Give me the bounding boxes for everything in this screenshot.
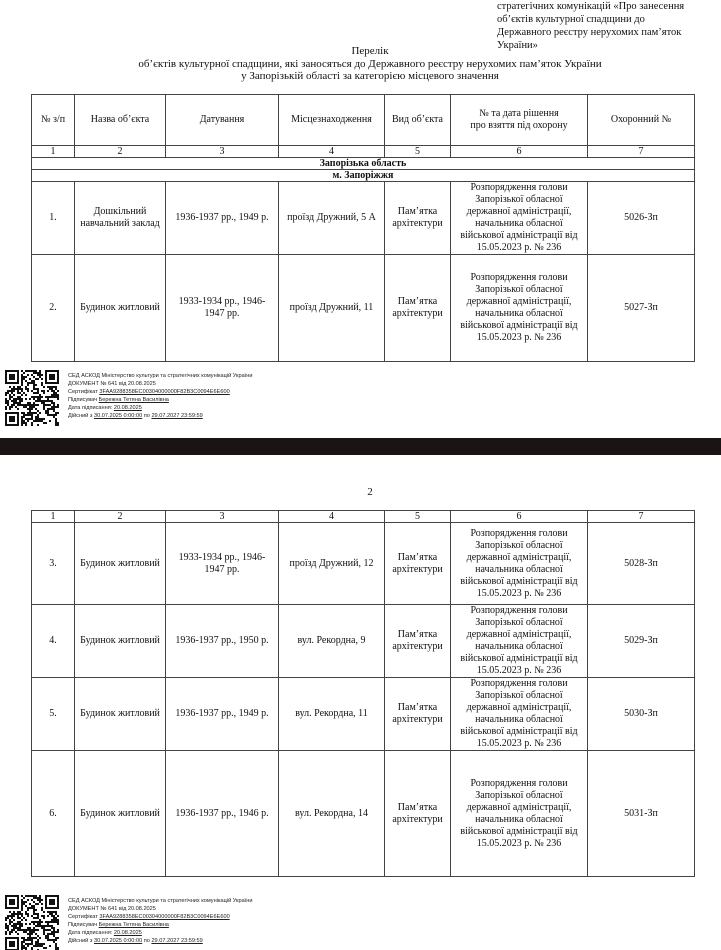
column-number: 4 — [279, 511, 385, 523]
column-number: 3 — [166, 511, 279, 523]
table-row — [32, 182, 695, 255]
object-type-line: архітектури — [392, 641, 443, 652]
protection-decision-line: Запорізької обласної — [475, 284, 563, 295]
region-row — [32, 158, 695, 170]
protection-decision-line: Розпорядження голови — [470, 777, 568, 789]
protection-decision-line: державної адміністрації, — [466, 551, 572, 563]
object-location-line: проїзд Дружний, 11 — [289, 302, 374, 313]
object-location — [279, 678, 385, 751]
protection-decision-line: начальника обласної — [475, 641, 563, 652]
column-number: 7 — [588, 511, 695, 523]
protection-decision-line: Запорізької обласної — [475, 539, 563, 551]
protection-number-line: 5029-Зп — [624, 635, 658, 646]
heading-line: стратегічних комунікацій «Про занесення — [497, 1, 685, 12]
table-row — [32, 255, 695, 362]
row-number-line: 3. — [49, 557, 57, 569]
object-dating-line: 1936-1937 рр., 1949 р. — [175, 212, 269, 223]
object-location-line: проїзд Дружний, 12 — [289, 557, 374, 569]
object-dating — [166, 182, 279, 255]
protection-decision-line: державної адміністрації, — [466, 702, 572, 713]
header-protection: Охоронний № — [588, 95, 695, 146]
protection-decision-line: військової адміністрації від — [460, 653, 578, 664]
column-number: 5 — [385, 146, 451, 158]
protection-decision-line: державної адміністрації, — [466, 296, 572, 307]
protection-number-line: 5027-Зп — [624, 302, 658, 313]
signature-date: Дата підписання: 20.08.2025 — [68, 930, 142, 936]
object-type-line: Пам’ятка — [397, 702, 438, 713]
object-location-line: проїзд Дружний, 5 А — [287, 212, 376, 223]
qr-code-icon — [5, 370, 59, 426]
object-name — [75, 605, 166, 678]
object-name-line: Будинок житловий — [80, 635, 160, 646]
signature-system: СЕД АСКОД Міністерство культури та стратегічних комунікацій України — [68, 373, 253, 379]
object-name — [75, 523, 166, 605]
protection-decision-line: військової адміністрації від — [460, 726, 578, 737]
object-name-line: навчальний заклад — [80, 218, 160, 229]
object-name-line: Будинок житловий — [80, 302, 160, 313]
object-type-line: архітектури — [392, 714, 443, 725]
protection-decision-line: державної адміністрації, — [466, 206, 572, 217]
row-number-line: 1. — [49, 212, 57, 223]
object-name-line: Будинок житловий — [80, 708, 160, 719]
column-number-row — [32, 511, 695, 523]
header-decision-line: про взяття під охорону — [470, 120, 568, 131]
protection-decision-line: 15.05.2023 р. № 236 — [476, 665, 562, 676]
protection-number — [588, 678, 695, 751]
column-number: 7 — [588, 146, 695, 158]
e-signature-stamp — [0, 895, 300, 950]
protection-decision-line: 15.05.2023 р. № 236 — [476, 332, 562, 343]
object-dating-line: 1936-1937 рр., 1946 р. — [175, 807, 269, 819]
header-location: Місцезнаходження — [279, 95, 385, 146]
object-location — [279, 523, 385, 605]
header-no: № з/п — [32, 95, 75, 146]
list-title — [60, 45, 680, 83]
object-type-line: Пам’ятка — [397, 551, 438, 563]
protection-decision-line: 15.05.2023 р. № 236 — [476, 587, 562, 599]
header-name: Назва об’єкта — [75, 95, 166, 146]
object-dating-line: 1947 рр. — [204, 308, 240, 319]
protection-number-line: 5028-Зп — [624, 557, 658, 569]
region-label: Запорізька область — [32, 158, 695, 170]
signature-info — [68, 897, 252, 945]
object-type-line: архітектури — [392, 563, 443, 575]
row-number-line: 4. — [49, 635, 57, 646]
protection-number — [588, 751, 695, 877]
table-header-row — [32, 95, 695, 146]
signature-cert: Сертифікат 3FAA9288358EC00304000000F82B3C0094E6E600 — [68, 914, 230, 920]
table-row — [32, 523, 695, 605]
protection-decision — [451, 605, 588, 678]
protection-decision-line: Запорізької обласної — [475, 194, 563, 205]
row-number — [32, 255, 75, 362]
column-number: 5 — [385, 511, 451, 523]
signature-validity: Дійсний з 30.07.2025 0:00:00 по 29.07.2027 23:59:59 — [68, 413, 203, 419]
protection-decision-line: Розпорядження голови — [470, 182, 568, 193]
column-number: 6 — [451, 146, 588, 158]
document-page-1 — [0, 0, 721, 438]
object-name — [75, 182, 166, 255]
signature-validity: Дійсний з 30.07.2025 0:00:00 по 29.07.2027 23:59:59 — [68, 938, 203, 944]
protection-decision — [451, 678, 588, 751]
object-type-line: Пам’ятка — [397, 801, 438, 813]
object-dating — [166, 523, 279, 605]
object-name — [75, 255, 166, 362]
protection-decision — [451, 751, 588, 877]
header-type: Вид об’єкта — [385, 95, 451, 146]
object-type — [385, 605, 451, 678]
object-dating — [166, 255, 279, 362]
table-row — [32, 751, 695, 877]
city-label: м. Запоріжжя — [32, 170, 695, 182]
protection-decision-line: начальника обласної — [475, 308, 563, 319]
object-type — [385, 751, 451, 877]
column-number: 1 — [32, 146, 75, 158]
table-row — [32, 678, 695, 751]
object-name-line: Будинок житловий — [80, 807, 160, 819]
protection-decision — [451, 255, 588, 362]
object-dating-line: 1936-1937 рр., 1949 р. — [175, 708, 269, 719]
title-line: об’єктів культурної спадщини, які заносяться до Державного реєстру нерухомих пам’яток України — [138, 57, 602, 70]
object-location-line: вул. Рекордна, 14 — [295, 807, 368, 819]
row-number — [32, 523, 75, 605]
protection-number — [588, 605, 695, 678]
protection-decision-line: Запорізької обласної — [475, 789, 563, 801]
protection-number-line: 5030-Зп — [624, 708, 658, 719]
protection-number-line: 5031-Зп — [624, 807, 658, 819]
object-dating-line: 1933-1934 рр., 1946- — [178, 296, 266, 307]
protection-decision-line: Запорізької обласної — [475, 690, 563, 701]
object-name-line: Дошкільний — [93, 206, 147, 217]
column-number-row — [32, 146, 695, 158]
heritage-table-page-1 — [31, 94, 695, 362]
protection-decision — [451, 523, 588, 605]
row-number — [32, 605, 75, 678]
protection-decision-line: начальника обласної — [475, 218, 563, 229]
object-location — [279, 255, 385, 362]
object-type-line: Пам’ятка — [397, 206, 438, 217]
title-line: Перелік — [351, 45, 389, 57]
signature-signer: Підписувач Бережна Тетяна Василівна — [68, 397, 169, 403]
page-number: 2 — [367, 486, 373, 498]
protection-number — [588, 182, 695, 255]
protection-decision-line: державної адміністрації, — [466, 801, 572, 813]
signature-signer: Підписувач Бережна Тетяна Василівна — [68, 922, 169, 928]
header-dating: Датування — [166, 95, 279, 146]
protection-number-line: 5026-Зп — [624, 212, 658, 223]
object-type — [385, 523, 451, 605]
signature-date: Дата підписання: 20.08.2025 — [68, 405, 142, 411]
object-location — [279, 751, 385, 877]
object-dating — [166, 751, 279, 877]
signature-document: ДОКУМЕНТ № 641 від 20.08.2025 — [68, 906, 156, 912]
object-dating-line: 1936-1937 рр., 1950 р. — [175, 635, 269, 646]
row-number-line: 5. — [49, 708, 57, 719]
e-signature-stamp — [0, 370, 300, 432]
protection-decision-line: Розпорядження голови — [470, 272, 568, 283]
object-type — [385, 255, 451, 362]
heading-line: України» — [497, 40, 538, 51]
protection-decision-line: начальника обласної — [475, 563, 563, 575]
column-number: 6 — [451, 511, 588, 523]
protection-decision-line: 15.05.2023 р. № 236 — [476, 837, 562, 849]
protection-decision-line: військової адміністрації від — [460, 825, 578, 837]
object-type-line: Пам’ятка — [397, 296, 438, 307]
title-line: у Запорізькій області за категорією місцевого значення — [241, 70, 499, 82]
document-page-2 — [0, 455, 721, 950]
object-dating — [166, 678, 279, 751]
object-type-line: Пам’ятка — [397, 629, 438, 640]
protection-decision-line: військової адміністрації від — [460, 230, 578, 241]
header-decision-line: № та дата рішення — [479, 108, 559, 119]
protection-decision-line: 15.05.2023 р. № 236 — [476, 242, 562, 253]
signature-info — [68, 372, 252, 420]
heading-line: об’єктів культурної спадщини до — [497, 14, 645, 25]
table-row — [32, 605, 695, 678]
protection-number — [588, 523, 695, 605]
column-number: 2 — [75, 146, 166, 158]
object-name — [75, 751, 166, 877]
signature-cert: Сертифікат 3FAA9288358EC00304000000F82B3C0094E6E600 — [68, 389, 230, 395]
object-location-line: вул. Рекордна, 9 — [297, 635, 366, 646]
object-type-line: архітектури — [392, 308, 443, 319]
row-number-line: 2. — [49, 302, 57, 313]
protection-decision-line: Розпорядження голови — [470, 527, 568, 539]
protection-decision-line: військової адміністрації від — [460, 575, 578, 587]
row-number-line: 6. — [49, 807, 57, 819]
protection-decision-line: начальника обласної — [475, 813, 563, 825]
object-dating-line: 1933-1934 рр., 1946- — [178, 551, 266, 563]
object-type — [385, 182, 451, 255]
object-location — [279, 605, 385, 678]
signature-system: СЕД АСКОД Міністерство культури та стратегічних комунікацій України — [68, 898, 253, 904]
column-number: 3 — [166, 146, 279, 158]
heading-line: Державного реєстру нерухомих пам’яток — [497, 27, 682, 38]
row-number — [32, 678, 75, 751]
protection-decision — [451, 182, 588, 255]
protection-decision-line: Запорізької обласної — [475, 617, 563, 628]
protection-decision-line: державної адміністрації, — [466, 629, 572, 640]
signature-document: ДОКУМЕНТ № 641 від 20.08.2025 — [68, 381, 156, 387]
heritage-table-page-2 — [31, 510, 695, 877]
object-location — [279, 182, 385, 255]
protection-decision-line: начальника обласної — [475, 714, 563, 725]
protection-decision-line: Розпорядження голови — [470, 678, 568, 689]
object-dating — [166, 605, 279, 678]
protection-decision-line: 15.05.2023 р. № 236 — [476, 738, 562, 749]
object-dating-line: 1947 рр. — [204, 563, 240, 575]
object-location-line: вул. Рекордна, 11 — [295, 708, 368, 719]
object-name-line: Будинок житловий — [80, 557, 160, 569]
column-number: 4 — [279, 146, 385, 158]
protection-decision-line: Розпорядження голови — [470, 605, 568, 616]
object-name — [75, 678, 166, 751]
page-separator — [0, 438, 721, 455]
column-number: 2 — [75, 511, 166, 523]
object-type — [385, 678, 451, 751]
header-decision — [451, 95, 588, 146]
qr-code-icon — [5, 895, 59, 950]
object-type-line: архітектури — [392, 813, 443, 825]
city-row — [32, 170, 695, 182]
protection-number — [588, 255, 695, 362]
protection-decision-line: військової адміністрації від — [460, 320, 578, 331]
object-type-line: архітектури — [392, 218, 443, 229]
row-number — [32, 751, 75, 877]
column-number: 1 — [32, 511, 75, 523]
row-number — [32, 182, 75, 255]
